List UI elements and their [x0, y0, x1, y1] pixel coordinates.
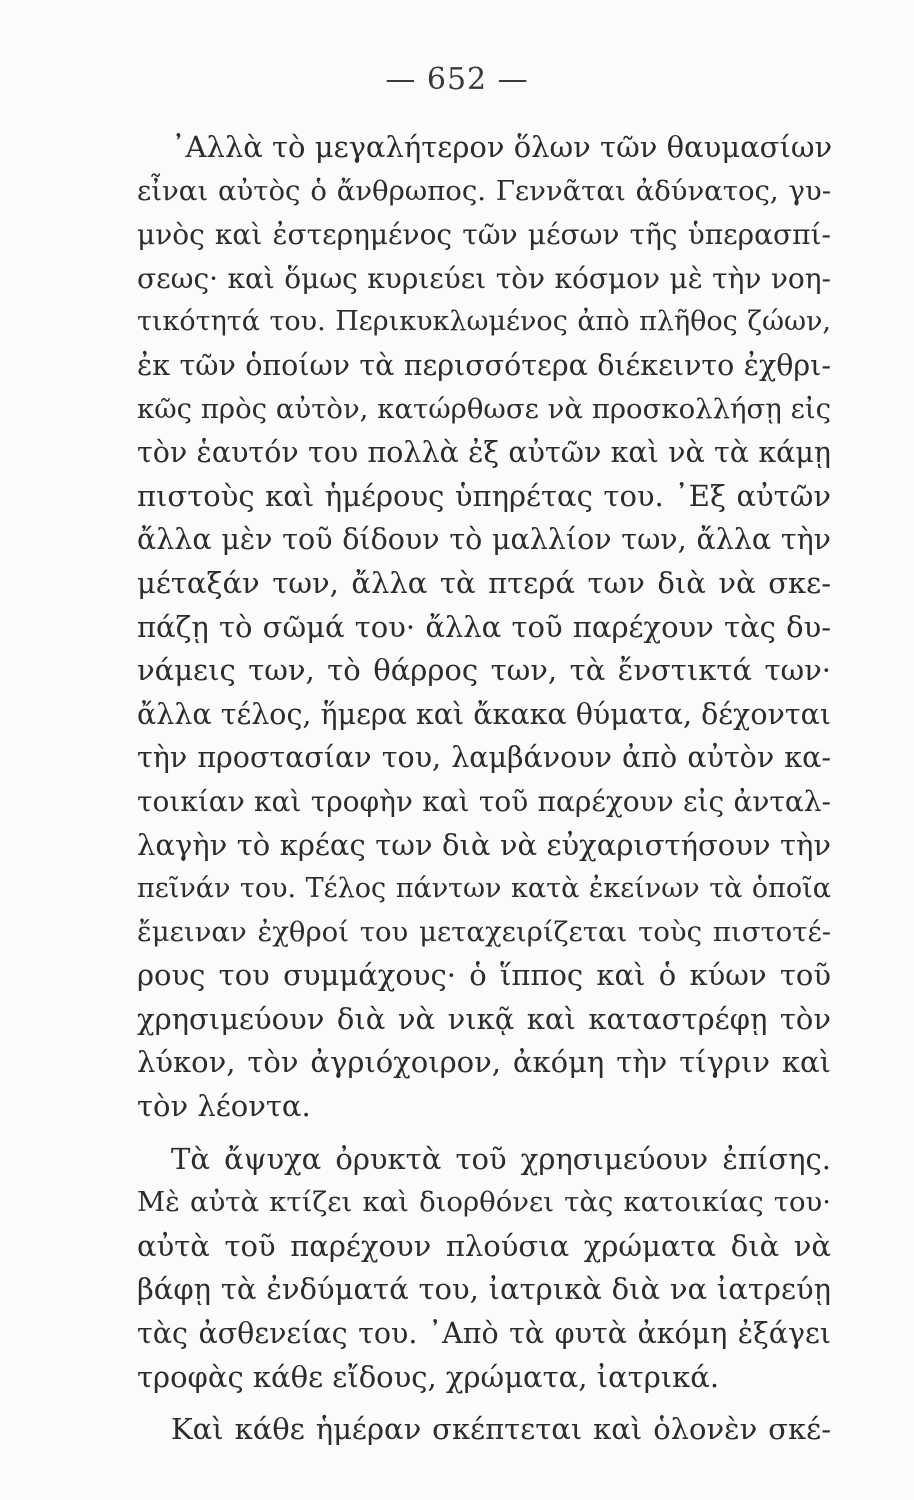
- text-line: μνὸς καὶ ἐστερημένος τῶν μέσων τῆς ὑπερασπί-: [137, 218, 831, 252]
- text-line: νάμεις των, τὸ θάρρος των, τὰ ἔνστικτά των·: [137, 653, 831, 688]
- text-line: ᾿Αλλὰ τὸ μεγαλήτερον ὅλων τῶν θαυμασίων: [171, 130, 833, 164]
- text-line: βάφῃ τὰ ἐνδύματά του, ἰατρικὰ διὰ να ἰατρεύῃ: [137, 1272, 831, 1307]
- text-line: τικότητά του. Περικυκλωμένος ἀπὸ πλῆθος ζώων,: [137, 306, 831, 338]
- text-line: τὸν λέοντα.: [137, 1089, 311, 1124]
- text-line: τὸν ἑαυτόν του πολλὰ ἐξ αὐτῶν καὶ νὰ τὰ κάμῃ: [137, 436, 831, 470]
- text-line: ἄλλα μὲν τοῦ δίδουν τὸ μαλλίον των, ἄλλα τὴν: [137, 523, 831, 557]
- text-line: ἐκ τῶν ὁποίων τὰ περισσότερα διέκειντο ἐχθρι-: [137, 348, 831, 382]
- text-line: λύκον, τὸν ἀγριόχοιρον, ἀκόμη τὴν τίγριν καὶ: [137, 1045, 831, 1080]
- text-line: χρησιμεύουν διὰ νὰ νικᾷ καὶ καταστρέφῃ τὸν: [137, 1001, 831, 1036]
- text-line: τροφὰς κάθε εἴδους, χρώματα, ἰατρικά.: [137, 1359, 720, 1394]
- text-line: Τὰ ἄψυχα ὀρυκτὰ τοῦ χρησιμεύουν ἐπίσης.: [171, 1141, 831, 1176]
- text-line: λαγὴν τὸ κρέας των διὰ νὰ εὐχαριστήσουν τὴν: [137, 827, 831, 862]
- text-line: τοικίαν καὶ τροφὴν καὶ τοῦ παρέχουν εἰς ἀνταλ-: [137, 784, 831, 818]
- text-line: πεῖνάν του. Τέλος πάντων κατὰ ἐκείνων τὰ ὁποῖα: [137, 873, 831, 905]
- text-line: Μὲ αὐτὰ κτίζει καὶ διορθόνει τὰς κατοικίας του·: [137, 1186, 831, 1219]
- text-line: ἄλλα τέλος, ἥμερα καὶ ἄκακα θύματα, δέχονται: [137, 697, 831, 731]
- text-line: πιστοὺς καὶ ἡμέρους ὑπηρέτας του. ᾿Εξ αὐτῶν: [137, 478, 831, 513]
- text-line: σεως· καὶ ὅμως κυριεύει τὸν κόσμον μὲ τὴν νοη-: [137, 261, 831, 295]
- body-text: [137, 126, 831, 1452]
- page-number: — 652 —: [385, 62, 529, 97]
- text-line: τὴν προστασίαν του, λαμβάνουν ἀπὸ αὐτὸν κα-: [137, 741, 831, 775]
- text-line: αὐτὰ τοῦ παρέχουν πλούσια χρώματα διὰ νὰ: [137, 1228, 831, 1263]
- text-line: τὰς ἀσθενείας του. ᾿Απὸ τὰ φυτὰ ἀκόμη ἐξάγει: [137, 1317, 831, 1351]
- text-line: ρους του συμμάχους· ὁ ἵππος καὶ ὁ κύων τοῦ: [137, 958, 831, 993]
- text-line: πάζῃ τὸ σῶμά του· ἄλλα τοῦ παρέχουν τὰς δυ-: [137, 609, 831, 644]
- text-line: ἔμειναν ἐχθροί του μεταχειρίζεται τοὺς πιστοτέ-: [137, 915, 831, 948]
- text-line: εἶναι αὐτὸς ὁ ἄνθρωπος. Γεννᾶται ἀδύνατος, γυ-: [137, 174, 831, 207]
- text-line: Καὶ κάθε ἡμέραν σκέπτεται καὶ ὁλονὲν σκέ-: [171, 1412, 831, 1447]
- text-line: μέταξάν των, ἄλλα τὰ πτερά των διὰ νὰ σκε-: [137, 565, 831, 600]
- text-line: κῶς πρὸς αὐτὸν, κατώρθωσε νὰ προσκολλήσῃ εἰς: [137, 392, 831, 425]
